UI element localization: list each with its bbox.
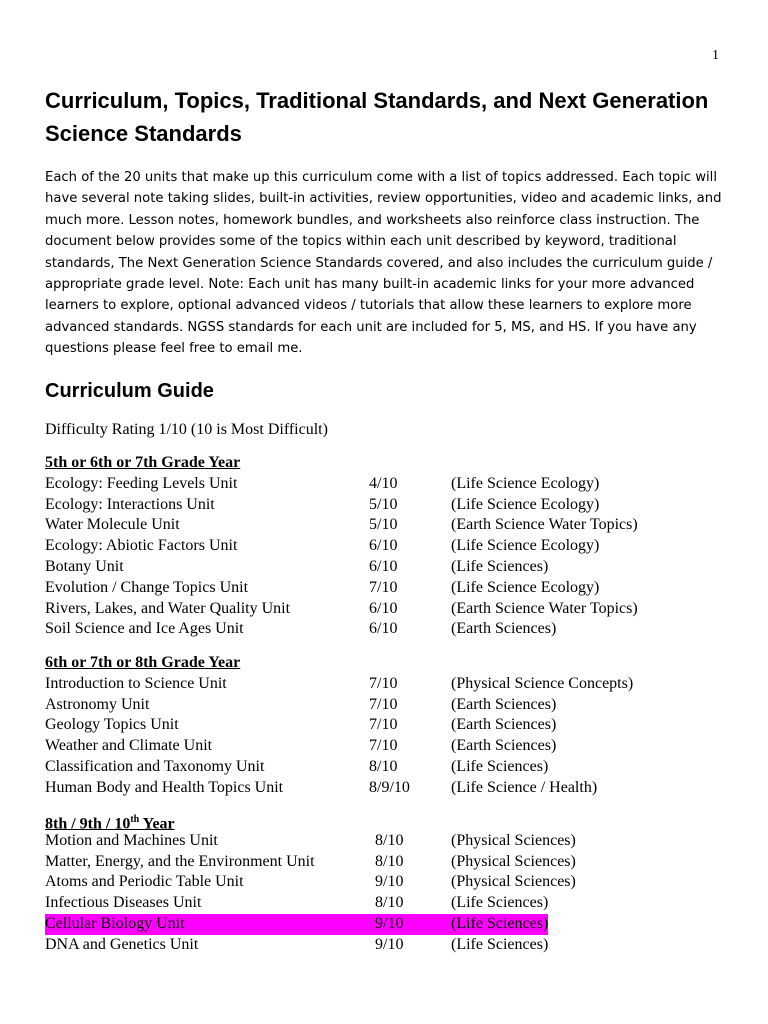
- unit-name: Ecology: Abiotic Factors Unit: [45, 537, 238, 555]
- unit-name: Astronomy Unit: [45, 695, 150, 713]
- unit-category: (Earth Science Water Topics): [451, 516, 638, 534]
- unit-category: (Life Science Ecology): [451, 578, 600, 596]
- page-number: 1: [712, 48, 719, 63]
- table-row: [45, 619, 735, 640]
- unit-name: Botany Unit: [45, 557, 124, 575]
- table-row: [45, 599, 735, 620]
- table-row: [45, 495, 735, 516]
- unit-rating: 8/10: [375, 894, 404, 912]
- unit-name: Motion and Machines Unit: [45, 831, 218, 849]
- unit-category: (Life Sciences): [451, 935, 549, 953]
- unit-category: (Life Sciences): [451, 557, 549, 575]
- table-row: [45, 715, 735, 736]
- unit-category: (Earth Science Water Topics): [451, 599, 638, 617]
- curriculum-guide-heading: Curriculum Guide: [45, 380, 214, 402]
- unit-rating: 7/10: [369, 674, 398, 692]
- unit-category: (Life Sciences): [445, 914, 548, 935]
- table-row: [45, 872, 735, 893]
- unit-rating: 9/10: [369, 914, 445, 935]
- unit-name: Ecology: Feeding Levels Unit: [45, 474, 238, 492]
- table-row: [45, 536, 735, 557]
- page-title: Curriculum, Topics, Traditional Standards, and Next Generation Science Standards: [45, 88, 709, 146]
- unit-name: DNA and Genetics Unit: [45, 935, 199, 953]
- table-row: [45, 674, 735, 695]
- table-row: [45, 515, 735, 536]
- unit-rating: 8/9/10: [369, 778, 410, 796]
- unit-rating: 6/10: [369, 537, 398, 555]
- unit-rating: 5/10: [369, 495, 398, 513]
- unit-rating: 6/10: [369, 620, 398, 638]
- unit-category: (Life Science Ecology): [451, 537, 600, 555]
- table-row: [45, 695, 735, 716]
- group-title: 5th or 6th or 7th Grade Year: [45, 454, 241, 471]
- unit-name: Evolution / Change Topics Unit: [45, 578, 249, 596]
- grade-group-5-6-7: [45, 453, 735, 640]
- unit-name: Rivers, Lakes, and Water Quality Unit: [45, 599, 291, 617]
- unit-name: Weather and Climate Unit: [45, 737, 213, 755]
- unit-name: Geology Topics Unit: [45, 716, 179, 734]
- table-row: [45, 474, 735, 495]
- unit-rating: 8/10: [375, 831, 404, 849]
- unit-name: Human Body and Health Topics Unit: [45, 778, 284, 796]
- group-title-b: Year: [139, 815, 175, 833]
- unit-category: (Earth Sciences): [451, 620, 557, 638]
- table-row-highlighted: [45, 914, 735, 935]
- unit-rating: 8/10: [375, 852, 404, 870]
- table-row: [45, 893, 735, 914]
- unit-rating: 6/10: [369, 557, 398, 575]
- table-row: [45, 557, 735, 578]
- unit-name: Ecology: Interactions Unit: [45, 495, 215, 513]
- grade-group-6-7-8: [45, 653, 735, 799]
- unit-category: (Earth Sciences): [451, 716, 557, 734]
- unit-category: (Life Science Ecology): [451, 495, 600, 513]
- unit-category: (Life Science Ecology): [451, 474, 600, 492]
- unit-name: Water Molecule Unit: [45, 516, 180, 534]
- unit-rating: 7/10: [369, 578, 398, 596]
- group-title-a: 8th / 9th / 10: [45, 815, 131, 833]
- unit-rating: 5/10: [369, 516, 398, 534]
- table-row: [45, 935, 735, 956]
- group-title-sup: th: [130, 814, 140, 825]
- unit-rating: 7/10: [369, 695, 398, 713]
- unit-category: (Life Sciences): [451, 894, 549, 912]
- unit-name: Introduction to Science Unit: [45, 674, 227, 692]
- unit-rating: 9/10: [375, 873, 404, 891]
- unit-rating: 4/10: [369, 474, 398, 492]
- unit-category: (Physical Sciences): [451, 831, 576, 849]
- unit-category: (Life Sciences): [451, 757, 549, 775]
- group-title: 6th or 7th or 8th Grade Year: [45, 654, 241, 671]
- difficulty-note: Difficulty Rating 1/10 (10 is Most Difficult): [45, 421, 328, 438]
- table-row: [45, 852, 735, 873]
- table-row: [45, 578, 735, 599]
- table-row: [45, 757, 735, 778]
- unit-category: (Life Science / Health): [451, 778, 598, 796]
- unit-name: Classification and Taxonomy Unit: [45, 757, 265, 775]
- unit-rating: 7/10: [369, 716, 398, 734]
- unit-category: (Physical Sciences): [451, 852, 576, 870]
- unit-rating: 7/10: [369, 737, 398, 755]
- unit-name: Matter, Energy, and the Environment Unit: [45, 852, 315, 870]
- intro-paragraph: Each of the 20 units that make up this curriculum come with a list of topics addressed. Each topic will have several note taking slides, built-in activities, review opportunities, video and academic links, and much more. Lesson notes, homework bundles, and worksheets also reinforce class instruction. The document below provides some of the topics within each unit described by keyword, traditional standards, The Next Generation Science Standards covered, and also includes the curriculum guide / appropriate grade level. Note: Each unit has many built-in academic links for your more advanced learners to explore, optional advanced videos / tutorials that allow these learners to explore more advanced standards. NGSS standards for each unit are included for 5, MS, and HS. If you have any questions please feel free to email me.: [45, 170, 722, 357]
- unit-name: Cellular Biology Unit: [45, 914, 369, 935]
- unit-name: Infectious Diseases Unit: [45, 894, 202, 912]
- unit-category: (Physical Science Concepts): [451, 674, 634, 692]
- unit-category: (Physical Sciences): [451, 873, 576, 891]
- unit-rating: 9/10: [375, 935, 404, 953]
- table-row: [45, 831, 735, 852]
- unit-category: (Earth Sciences): [451, 695, 557, 713]
- unit-category: (Earth Sciences): [451, 737, 557, 755]
- unit-rating: 8/10: [369, 757, 398, 775]
- table-row: [45, 736, 735, 757]
- unit-rating: 6/10: [369, 599, 398, 617]
- unit-name: Atoms and Periodic Table Unit: [45, 873, 244, 891]
- unit-name: Soil Science and Ice Ages Unit: [45, 620, 244, 638]
- grade-group-8-9-10: [45, 810, 735, 956]
- group-title: [45, 810, 735, 831]
- table-row: [45, 778, 735, 799]
